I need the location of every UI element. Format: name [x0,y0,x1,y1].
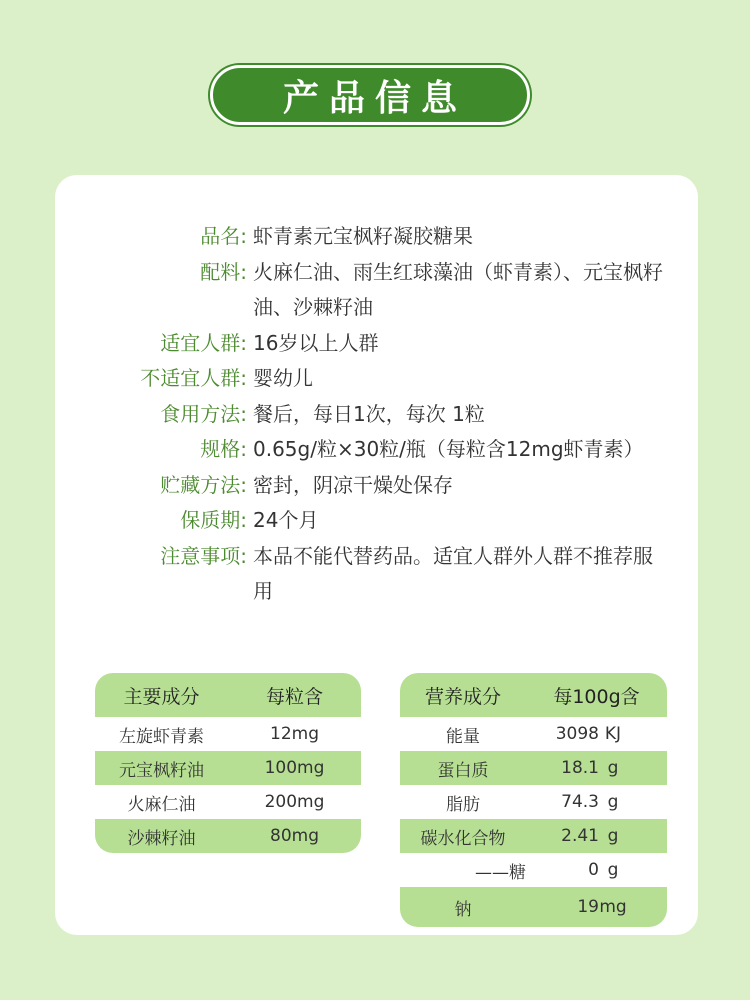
cell-value: 80mg [270,826,319,846]
info-row-ingredients [55,255,698,326]
info-label: 贮藏方法: [160,472,247,497]
info-row-usage [55,397,698,433]
info-label: 配料: [200,259,247,284]
cell-name: 左旋虾青素 [119,726,204,747]
info-value: 密封，阴凉干燥处保存 [253,472,453,497]
info-row-storage [55,468,698,504]
info-label: 保质期: [180,508,247,532]
cell-unit: KJ [604,724,622,744]
table-row [95,751,361,785]
cell-name: 脂肪 [446,794,480,815]
column-header: 营养成分 [424,685,501,708]
cell-value: 100mg [264,758,325,778]
cell-value [526,792,667,812]
cell-number: 74.3 [561,792,599,812]
cell-number: 3098 [555,724,599,744]
cell-value: 12mg [270,724,319,744]
cell-value: 200mg [264,792,325,812]
info-label: 注意事项: [160,543,247,568]
cell-value [526,758,667,778]
product-info-list [55,219,698,610]
info-label: 规格: [200,437,247,461]
cell-value [526,724,667,744]
table-row [400,819,667,853]
cell-name: ——糖 [475,862,526,883]
info-value: 婴幼儿 [253,366,313,390]
cell-name: 元宝枫籽油 [119,760,204,781]
page-title: 产品信息 [282,77,467,119]
info-value: 16岁以上人群 [253,330,379,355]
table-row [400,887,667,927]
table-row [400,717,667,751]
cell-name: 火麻仁油 [127,794,196,815]
table-row [400,853,667,887]
table-header [400,673,667,717]
info-label: 品名: [200,224,247,248]
cell-unit: g [607,826,619,846]
info-label: 不适宜人群: [140,366,247,390]
cell-name: 沙棘籽油 [127,828,196,849]
cell-number: 2.41 [561,826,599,846]
nutrition-table [400,673,667,927]
info-row-name [55,219,698,255]
info-value: 火麻仁油、雨生红球藻油（虾青素）、元宝枫籽油、沙棘籽油 [253,259,663,319]
cell-name: 碳水化合物 [420,828,506,849]
cell-value [526,860,667,880]
cell-unit: mg [599,897,627,917]
cell-value [526,897,667,917]
ingredients-table [95,673,361,853]
column-header: 每粒含 [265,685,323,708]
info-label: 适宜人群: [160,330,247,355]
info-row-suitable [55,326,698,362]
info-value: 本品不能代替药品。适宜人群外人群不推荐服用 [253,543,653,603]
info-value: 虾青素元宝枫籽凝胶糖果 [253,224,473,248]
cell-number: 18.1 [561,758,599,778]
cell-unit: g [607,792,619,812]
table-row [400,785,667,819]
cell-name: 能量 [446,726,480,747]
info-value: 24个月 [253,508,319,532]
table-row [400,751,667,785]
cell-number: 19 [577,897,599,917]
page-title-banner [210,65,530,125]
info-row-spec [55,432,698,468]
cell-name: 蛋白质 [437,760,489,781]
cell-unit: g [607,860,619,880]
table-row [95,819,361,853]
info-value: 0.65g/粒×30粒/瓶（每粒含12mg虾青素） [253,437,644,461]
table-row [95,785,361,819]
info-row-shelf-life [55,503,698,539]
info-label: 食用方法: [160,401,247,426]
cell-number: 0 [588,860,599,880]
column-header: 每100g含 [553,685,640,708]
cell-name: 钠 [454,899,472,920]
table-row [95,717,361,751]
table-header [95,673,361,717]
cell-unit: g [607,758,619,778]
info-value: 餐后，每日1次，每次 1粒 [253,401,485,426]
info-row-notes [55,539,698,610]
info-row-unsuitable [55,361,698,397]
column-header: 主要成分 [123,685,200,708]
cell-value [526,826,667,846]
